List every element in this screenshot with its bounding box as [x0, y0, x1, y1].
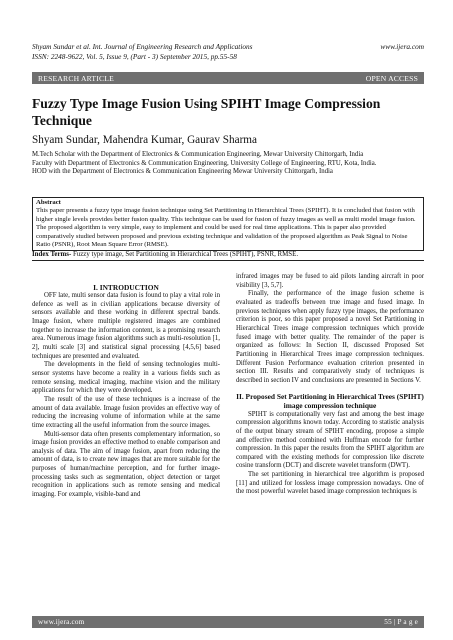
index-terms-text: Fuzzy type image, Set Partitioning in Hierarchical Trees (SPIHT), PSNR, RMSE. [71, 251, 299, 258]
issn-text: ISSN: 2248-9622, Vol. 5, Issue 9, (Part - 3) September 2015, pp.55-58 [32, 52, 237, 61]
page-number: 55 | P a g e [384, 618, 418, 626]
left-paragraph-1: OFF late, multi sensor data fusion is found to play a vital role in defence as well as in civilian applications because diversity of sensors available and these working in different spectral bands. Image fusion, where multiple registered images are combined together to increase the information content, is a promising research area. Numerous image fusion algorithms such as multi-resolution [1, 2], multi scale [3] and statistical signal processing [4,5,6] based techniques are presented and evaluated. [32, 292, 220, 360]
right-column [236, 273, 424, 497]
left-column [32, 283, 220, 500]
index-terms [32, 251, 424, 260]
citation-text: Shyam Sundar et al. Int. Journal of Engineering Research and Applications [32, 42, 253, 51]
section-divider [32, 260, 424, 261]
journal-header [32, 42, 424, 62]
abstract-label: Abstract [36, 199, 61, 206]
section-ii-heading: II. Proposed Set Partitioning in Hierarchical Trees (SPIHT) image compression technique [236, 391, 424, 410]
right-paragraph-2: Finally, the performance of the image fusion scheme is evaluated as tradeoffs between true image and fused image. In previous techniques when apply fuzzy type images, the performance criterion is poor, so this paper proposed a novel Set Partitioning in Hierarchical Trees image compression techniques which provide fused image with better quality. The remainder of the paper is organized as follows: In Section II, discussed Proposed Set Partitioning in Hierarchical Trees image compression techniques. Different Fusion Performance evaluation criterion presented in section III. Results and comparatively study of techniques is described in section IV and conclusions are presented in Sections V. [236, 290, 424, 384]
introduction-heading: I. INTRODUCTION [93, 283, 159, 292]
header-website: www.ijera.com [380, 42, 424, 51]
affiliation-3: HOD with the Department of Electronics & Communication Engineering Mewar University Chittorgarh, India [32, 168, 333, 176]
affiliations [32, 151, 424, 177]
research-article-label: RESEARCH ARTICLE [38, 73, 114, 83]
right-paragraph-1: infrared images may be fused to aid pilots landing aircraft in poor visibility [3, 5,7]. [236, 273, 424, 289]
open-access-label: OPEN ACCESS [365, 73, 418, 83]
affiliation-2: Faculty with Department of Electronics & Communication Engineering, University College of Engineering, RTU, Kota, India. [32, 159, 377, 167]
affiliation-1: M.Tech Scholar with the Department of Electronics & Communication Engineering, Mewar University Chittorgarh, India [32, 151, 364, 158]
left-paragraph-4: Multi-sensor data often presents complementary information, so image fusion provides an effective method to enable comparison and analysis of data. The aim of image fusion, apart from reducing the amount of data, is to create new images that are more suitable for the purposes of human/machine perception, and for further image- processing tasks such as segmentation, object detection or target recognition in applications such as remote sensing and medical imaging. For example, visible-band and [32, 430, 220, 499]
footer-website: www.ijera.com [38, 618, 85, 626]
left-paragraph-3: The result of the use of these techniques is a increase of the amount of data available. Image fusion provides an effective way of reducing the increasing volume of information while at the same time extracting all the useful information from the source images. [32, 395, 220, 429]
abstract-box [32, 197, 424, 251]
right-paragraph-4: The set partitioning in hierarchical tree algorithm is proposed [11] and utilized for lossless image compression nowadays. One of the most powerful wavelet based image compression techniques is [236, 471, 424, 496]
article-type-band [32, 72, 424, 84]
index-terms-label: Index Terms- [32, 251, 72, 258]
abstract-text: This paper presents a fuzzy type image fusion technique using Set Partitioning in Hierarchical Trees (SPIHT). It is concluded that fusion with higher single levels provides better fusion quality. This technique can be used for fusion of fuzzy images as well as multi model image fusion. The proposed algorithm is very simple, easy to implement and could be used for real time applications. This is paper also provided comparatively studied between proposed and previous existing technique and validation of the proposed algorithm as Peak Signal to Noise Ratio (PSNR), Root Mean Square Error (RMSE). [36, 207, 416, 249]
paper-authors: Shyam Sundar, Mahendra Kumar, Gaurav Sharma [32, 134, 257, 146]
right-paragraph-3: SPIHT is computationally very fast and among the best image compression algorithms known today. According to statistic analysis of the output binary stream of SPIHT encoding, propose a simple and effective method combined with Huffman encode for further compression. In this paper the results from the SPIHT algorithm are compared with the existing methods for compression like discrete cosine transform (DCT) and discrete wavelet transform (DWT). [236, 410, 424, 470]
footer-band [32, 616, 424, 628]
left-paragraph-2: The developments in the field of sensing technologies multi-sensor systems have become a reality in a various fields such as remote sensing, medical imaging, machine vision and the military applications for which they were developed. [32, 361, 220, 395]
paper-title: Fuzzy Type Image Fusion Using SPIHT Image Compression Technique [32, 96, 381, 128]
